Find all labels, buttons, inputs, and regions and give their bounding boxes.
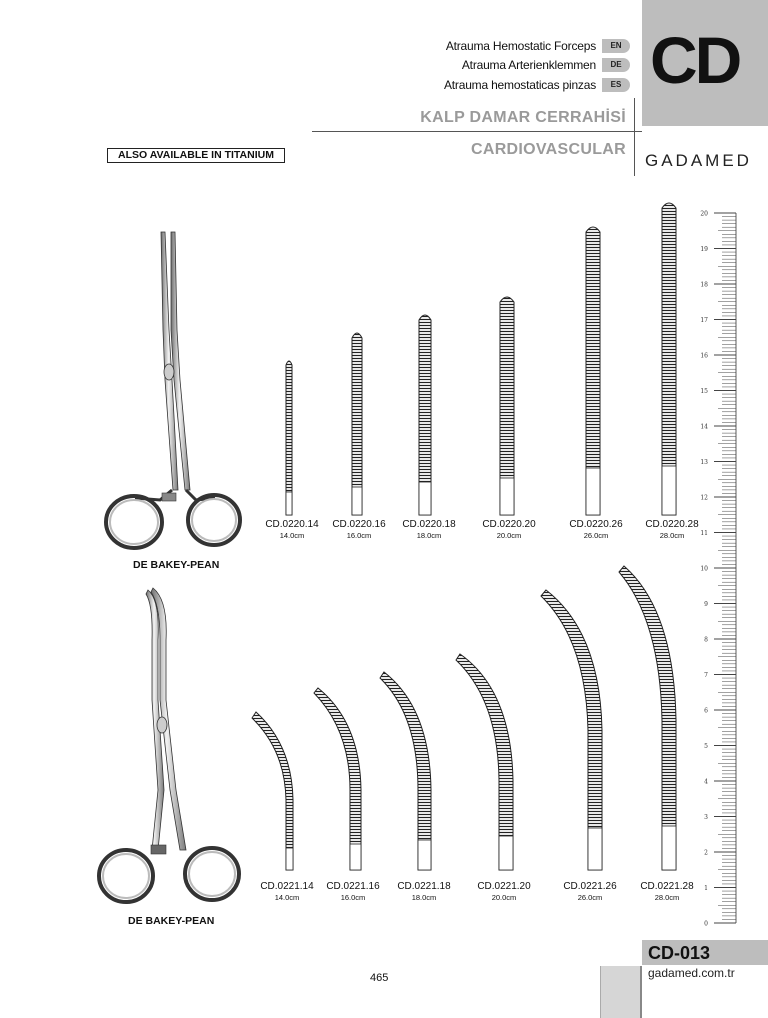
ruler-label: 11 [700, 530, 708, 537]
page-number: 465 [370, 972, 389, 984]
ruler-label: 13 [700, 459, 708, 466]
ruler-label: 16 [700, 352, 708, 360]
item-code: CD.0220.18 [402, 519, 456, 530]
subtitle-english: CARDIOVASCULAR [470, 141, 626, 158]
ruler-label: 15 [700, 388, 708, 395]
item-size: 16.0cm [346, 531, 372, 540]
ruler-label: 4 [704, 778, 708, 786]
footer-divider [640, 966, 642, 1018]
footer-decoration [600, 966, 642, 1018]
ruler-label: 5 [704, 743, 708, 750]
brand-logo: GADAMED [645, 151, 752, 170]
item-size: 28.0cm [654, 893, 680, 902]
curved-forceps-image [99, 588, 239, 902]
item-size: 14.0cm [274, 893, 300, 902]
ruler-label: 17 [700, 317, 708, 324]
item-code: CD.0221.16 [326, 881, 380, 892]
curved-jaw-20 [456, 654, 513, 870]
ruler-label: 3 [704, 814, 708, 821]
straight-jaw-16 [352, 333, 362, 515]
item-code-straight [469, 519, 549, 540]
item-size: 28.0cm [659, 531, 685, 540]
ruler-label: 0 [704, 920, 708, 928]
titanium-notice: ALSO AVAILABLE IN TITANIUM [107, 148, 285, 163]
item-code: CD.0220.14 [265, 519, 319, 530]
ruler-label: 1 [704, 885, 708, 892]
lang-tag-es: ES [602, 78, 630, 92]
measurement-ruler [690, 205, 738, 935]
item-code: CD.0220.28 [645, 519, 699, 530]
ruler-label: 19 [700, 246, 708, 253]
product-name-curved: DE BAKEY-PEAN [128, 915, 215, 927]
straight-jaw-14 [286, 361, 292, 515]
ruler-label: 12 [700, 494, 708, 502]
item-code-curved [550, 881, 630, 902]
ruler-label: 2 [704, 849, 708, 857]
item-size: 18.0cm [416, 531, 442, 540]
straight-forceps-image [106, 232, 240, 548]
website: gadamed.com.tr [648, 966, 735, 980]
item-size: 14.0cm [279, 531, 305, 540]
title-en: Atrauma Hemostatic Forceps [445, 38, 596, 53]
ruler-label: 18 [700, 281, 708, 289]
item-code-straight [556, 519, 636, 540]
ruler-label: 8 [704, 636, 708, 644]
curved-jaw-16 [314, 688, 361, 870]
title-de: Atrauma Arterienklemmen [461, 57, 596, 72]
straight-jaw-20 [500, 297, 514, 515]
item-size: 18.0cm [411, 893, 437, 902]
item-code: CD.0220.20 [482, 519, 536, 530]
ruler-label: 9 [704, 601, 708, 608]
straight-jaw-26 [586, 227, 600, 515]
item-code: CD.0220.26 [569, 519, 623, 530]
item-size: 26.0cm [583, 531, 609, 540]
item-size: 16.0cm [340, 893, 366, 902]
item-code: CD.0221.14 [260, 881, 314, 892]
lang-tag-de: DE [602, 58, 630, 72]
straight-jaw-28 [662, 203, 676, 515]
straight-jaw-18 [419, 315, 431, 515]
item-code-straight [319, 519, 399, 540]
item-code-curved [464, 881, 544, 902]
item-code-curved [384, 881, 464, 902]
ruler-label: 6 [704, 707, 708, 715]
item-size: 26.0cm [577, 893, 603, 902]
item-code: CD.0220.16 [332, 519, 386, 530]
item-code: CD.0221.26 [563, 881, 617, 892]
ruler-label: 7 [704, 672, 708, 679]
ruler-label: 14 [700, 423, 708, 431]
ruler-label: 10 [700, 565, 708, 573]
curved-jaw-14 [252, 712, 293, 870]
item-code-straight [389, 519, 469, 540]
curved-jaw-26 [541, 590, 602, 870]
subtitle-turkish: KALP DAMAR CERRAHİSİ [420, 109, 626, 126]
item-code: CD.0221.28 [640, 881, 694, 892]
page-code: CD-013 [648, 943, 711, 963]
title-es: Atrauma hemostaticas pinzas [443, 77, 596, 92]
item-code: CD.0221.20 [477, 881, 531, 892]
item-size: 20.0cm [496, 531, 522, 540]
curved-jaw-18 [380, 672, 431, 870]
lang-tag-en: EN [602, 39, 630, 53]
product-name-straight: DE BAKEY-PEAN [133, 559, 220, 571]
item-code: CD.0221.18 [397, 881, 451, 892]
item-code-curved [313, 881, 393, 902]
item-size: 20.0cm [491, 893, 517, 902]
category-code: CD [650, 23, 740, 97]
curved-jaw-28 [619, 566, 676, 870]
ruler-label: 20 [700, 210, 708, 218]
